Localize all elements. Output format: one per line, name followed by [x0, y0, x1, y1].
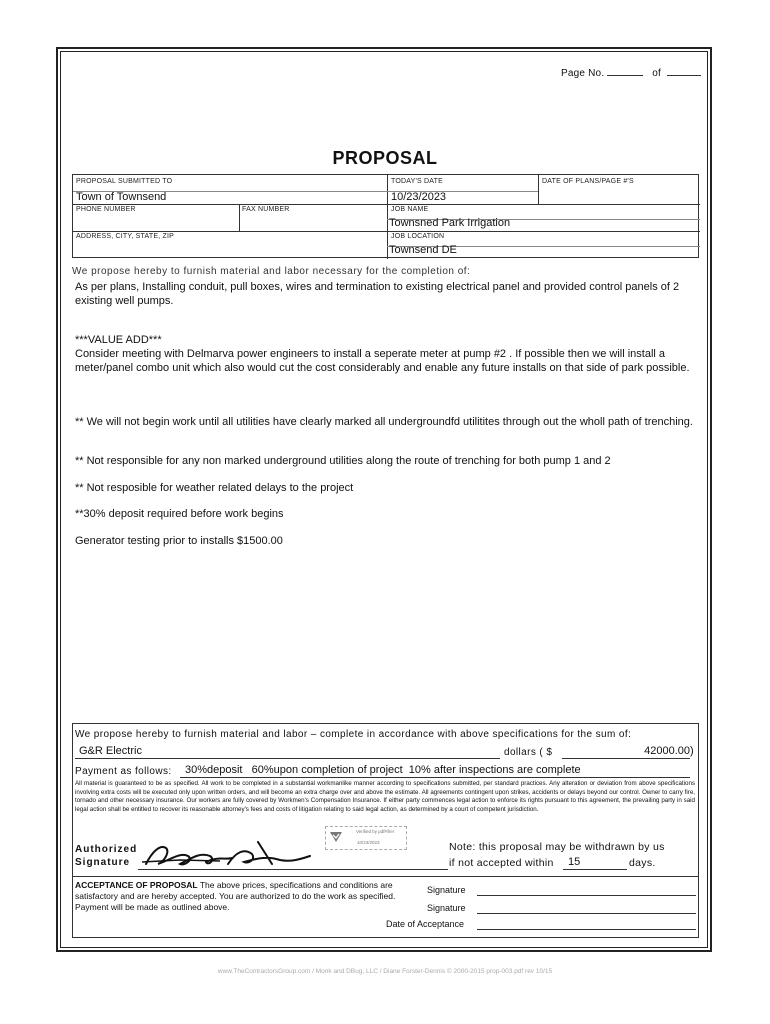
date-of-acceptance-line[interactable]	[477, 929, 696, 930]
todays-date-label: TODAY'S DATE	[391, 178, 443, 185]
signature2-label: Signature	[427, 903, 466, 913]
todays-date-field[interactable]: 10/23/2023	[391, 191, 447, 203]
sum-intro: We propose hereby to furnish material and labor – complete in accordance with above specifications for the sum of:	[75, 729, 632, 740]
acceptance-block	[75, 880, 420, 913]
authorized-signature-label: Signature	[75, 857, 131, 868]
company-underline	[75, 758, 500, 759]
job-location-label: JOB LOCATION	[391, 233, 445, 240]
page-no-field[interactable]	[607, 66, 643, 76]
scope-intro: We propose hereby to furnish material and labor necessary for the completion of:	[72, 266, 471, 277]
job-name-label: JOB NAME	[391, 206, 429, 213]
fax-number-label: FAX NUMBER	[242, 206, 290, 213]
signature1-label: Signature	[427, 885, 466, 895]
grid-divider	[538, 175, 539, 204]
terms-fine-print: All material is guaranteed to be as specified. All work to be completed in a substantial workmanlike manner according to specifications submitted, per standard practices. Any alteration or deviation from above specifications involving extra costs will be executed only upon written orders, and will become an extra charge over and above the estimate. All agreements contingent upon strikes, accidents or delays beyond our control. Owner to carry fire, tornado and other necessary insurance. Our workers are fully covered by Workmen's Compensation Insurance. If either party commences legal action to enforce its rights pursuant to this agreement, the prevailing party in said legal action shall be entitled to recover its reasonable attorney's fees and costs of litigation relating to said legal action, as determined by a court of competent jurisdiction.	[75, 780, 695, 813]
authorized-signature-line	[138, 869, 448, 870]
proposal-submitted-to-field[interactable]: Town of Townsend	[76, 191, 167, 203]
value-add-heading: ***VALUE ADD***	[75, 334, 162, 346]
stamp-text: Verified by pdfFiller	[356, 829, 395, 834]
acceptance-heading: ACCEPTANCE OF PROPOSAL	[75, 880, 198, 890]
page-total-field[interactable]	[667, 66, 701, 76]
note-generator: Generator testing prior to installs $1500.00	[75, 535, 283, 547]
days-underline	[563, 869, 627, 870]
note-deposit: **30% deposit required before work begins	[75, 508, 284, 520]
amount-field[interactable]: 42000.00	[644, 745, 690, 757]
close-paren: )	[690, 745, 694, 757]
withdraw-note-line1: Note: this proposal may be withdrawn by us	[449, 841, 665, 853]
acceptance-divider	[72, 876, 699, 877]
authorized-signature[interactable]	[140, 834, 340, 874]
authorized-label: Authorized	[75, 844, 138, 855]
company-field[interactable]: G&R Electric	[79, 745, 142, 757]
date-of-acceptance-label: Date of Acceptance	[386, 919, 465, 929]
payment-label: Payment as follows:	[75, 766, 172, 777]
payment-terms-field[interactable]: 30%deposit 60%upon completion of project 10% after inspections are complete	[185, 764, 581, 776]
footer-credit: www.TheContractorsGroup.com / Monk and DBug, LLC / Diane Forster-Dennis © 2000-2015 prop-003.pdf rev 10/15	[217, 968, 553, 975]
phone-number-label: PHONE NUMBER	[76, 206, 136, 213]
job-name-field[interactable]: Townsned Park Irrigation	[389, 217, 511, 229]
of-label: of	[652, 68, 661, 79]
withdraw-note-suffix: days.	[629, 857, 656, 869]
days-field[interactable]: 15	[568, 856, 581, 868]
note-weather: ** Not resposible for weather related delays to the project	[75, 482, 354, 494]
page-title: PROPOSAL	[332, 148, 438, 168]
signature2-line[interactable]	[477, 913, 696, 914]
job-location-field[interactable]: Townsend DE	[389, 244, 457, 256]
value-add-text: Consider meeting with Delmarva power engineers to install a seperate meter at pump #2 . If possible then we will install a meter/panel combo unit which also would cut the cost considerably and enable any future installs on that side of park possible.	[75, 348, 690, 374]
grid-divider	[73, 231, 700, 232]
proposal-submitted-to-label: PROPOSAL SUBMITTED TO	[76, 178, 173, 185]
note-non-marked: ** Not responsible for any non marked underground utilities along the route of trenching for both pump 1 and 2	[75, 455, 611, 467]
stamp-date: 10/23/2023	[357, 840, 380, 845]
note-utilities: ** We will not begin work until all utilities have clearly marked all undergroundfd utilitites through out the wholl path of trenching.	[75, 416, 693, 428]
date-of-plans-label: DATE OF PLANS/PAGE #'S	[542, 178, 634, 185]
page-no-label: Page No.	[561, 68, 605, 79]
address-label: ADDRESS, CITY, STATE, ZIP	[76, 233, 174, 240]
withdraw-note-prefix: if not accepted within	[449, 857, 554, 869]
page-number-row	[561, 66, 701, 79]
amount-underline	[562, 758, 690, 759]
grid-divider	[73, 204, 700, 205]
signature1-line[interactable]	[477, 895, 696, 896]
grid-divider	[239, 204, 240, 231]
acceptance-text: The above prices, specifications and conditions are satisfactory and are hereby accepted. You are authorized to do the work as specified. Payment will be made as outlined above.	[75, 880, 396, 912]
proposal-info-grid	[72, 174, 699, 258]
scope-paragraph: As per plans, Installing conduit, pull boxes, wires and termination to existing electrical panel and provided control panels of 2 existing well pumps.	[75, 281, 680, 307]
payment-underline	[180, 777, 690, 778]
dollars-label: dollars ( $	[504, 747, 553, 758]
